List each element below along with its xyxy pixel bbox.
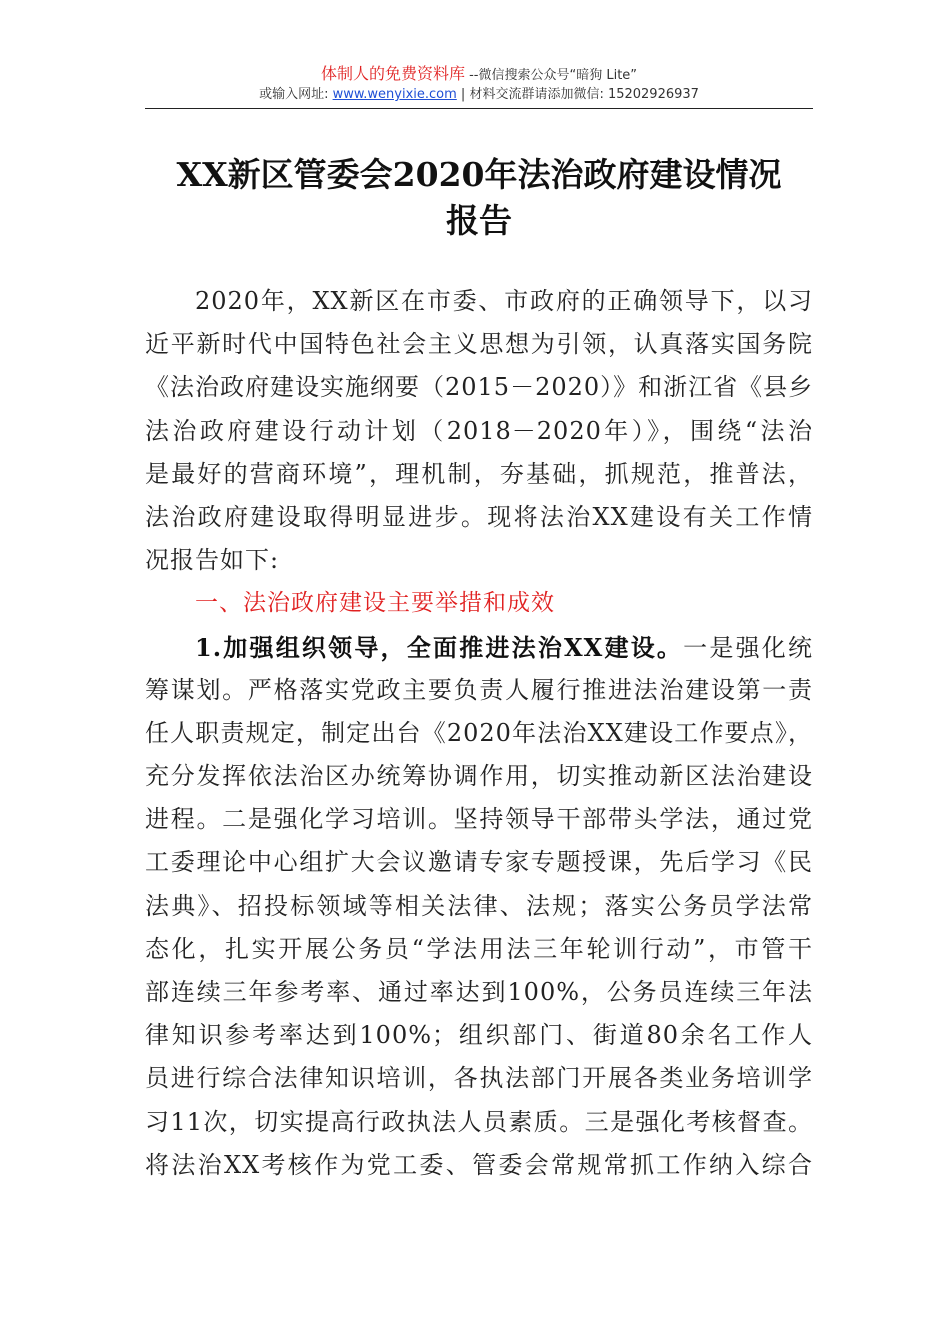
- paragraph-line: 法治政府建设行动计划（2018－2020年）》，围绕“法治: [145, 416, 813, 445]
- header-contact: | 材料交流群请添加微信: 15202926937: [456, 87, 699, 102]
- paragraph-line: 员进行综合法律知识培训，各执法部门开展各类业务培训学: [145, 1064, 813, 1093]
- paragraph-line: 充分发挥依法治区办统筹协调作用，切实推动新区法治建设: [145, 762, 813, 791]
- header-line-1: [145, 64, 813, 86]
- header-divider: [145, 108, 813, 109]
- paragraph-line: 是最好的营商环境”，理机制，夯基础，抓规范，推普法，: [145, 459, 813, 488]
- paragraph-line: 部连续三年参考率、通过率达到100%，公务员连续三年法: [145, 978, 813, 1006]
- paragraph-line: 《法治政府建设实施纲要（2015－2020）》和浙江省《县乡: [145, 373, 814, 402]
- paragraph-line: 习11次，切实提高行政执法人员素质。三是强化考核督查。: [145, 1107, 813, 1136]
- item-heading: 1.加强组织领导，全面推进法治XX建设。: [195, 632, 684, 662]
- title-line-2: 报告: [446, 201, 512, 240]
- document-title: [120, 152, 838, 244]
- page-header: [145, 64, 813, 104]
- paragraph-line: 法典》、招投标领域等相关法律、法规；落实公务员学法常: [145, 891, 813, 920]
- section-heading: 一、法治政府建设主要举措和成效: [195, 590, 555, 617]
- paragraph-line: [145, 626, 813, 669]
- title-line-1: XX新区管委会2020年法治政府建设情况: [176, 155, 782, 194]
- paragraph-line: 近平新时代中国特色社会主义思想为引领，认真落实国务院: [145, 330, 813, 359]
- paragraph-line: 筹谋划。严格落实党政主要负责人履行推进法治建设第一责: [145, 675, 813, 704]
- document-body: [145, 280, 813, 1187]
- paragraph-line: 进程。二是强化学习培训。坚持领导干部带头学法，通过党: [145, 805, 813, 834]
- header-url-link[interactable]: www.wenyixie.com: [332, 87, 457, 102]
- paragraph-line: 工委理论中心组扩大会议邀请专家专题授课，先后学习《民: [145, 848, 813, 877]
- paragraph-line: 2020年，XX新区在市委、市政府的正确领导下，以习: [195, 287, 813, 315]
- paragraph-line: 况报告如下:: [145, 546, 280, 575]
- paragraph-line: 律知识参考率达到100%；组织部门、街道80余名工作人: [145, 1021, 813, 1050]
- item-text: 一是强化统: [683, 633, 814, 662]
- header-line-2: [145, 86, 813, 104]
- header-brand: 体制人的免费资料库: [320, 64, 465, 83]
- paragraph-line: 态化，扎实开展公务员“学法用法三年轮训行动”，市管干: [145, 934, 813, 963]
- header-url-prefix: 或输入网址:: [259, 87, 333, 102]
- header-slogan: --微信搜索公众号“暗狗 Lite”: [464, 68, 638, 83]
- paragraph-line: 法治政府建设取得明显进步。现将法治XX建设有关工作情: [145, 502, 813, 531]
- paragraph-line: 将法治XX考核作为党工委、管委会常规常抓工作纳入综合: [145, 1150, 813, 1179]
- paragraph-line: 任人职责规定，制定出台《2020年法治XX建设工作要点》，: [145, 718, 813, 747]
